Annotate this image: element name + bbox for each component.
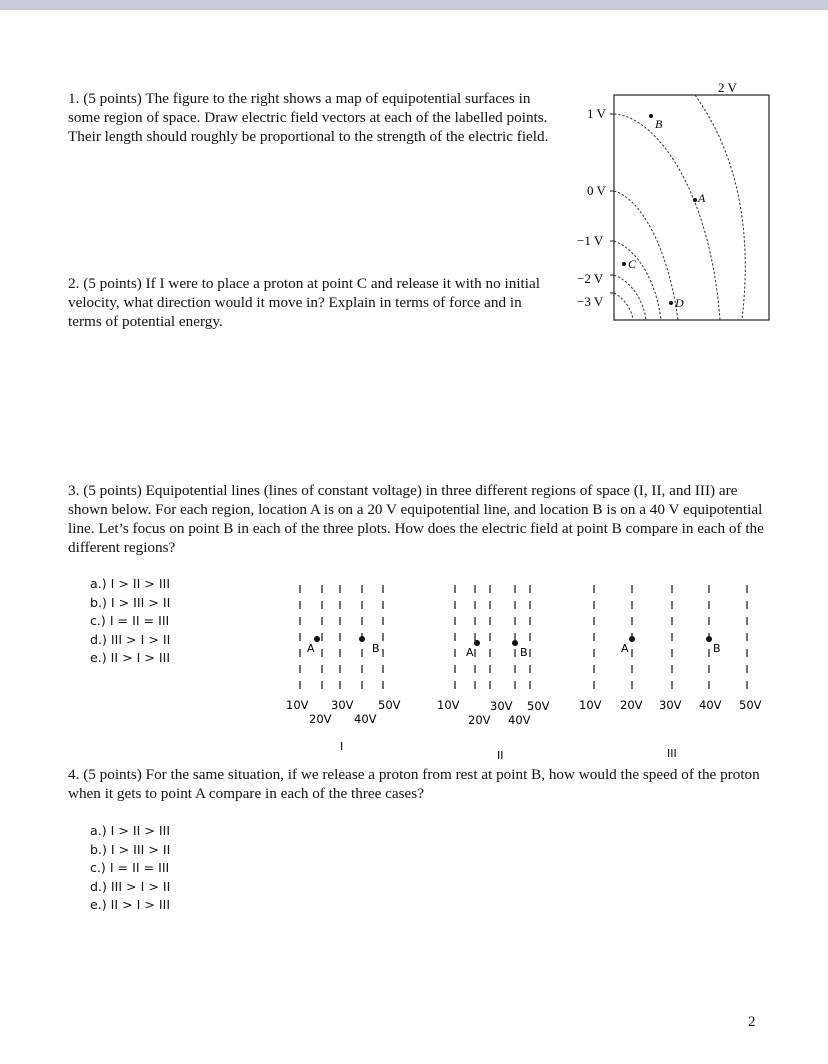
voltage-label-2v: 2 V [718,80,737,95]
r1-label-50v: 50V [378,698,401,712]
q3-option-e[interactable]: e.) II > I > III [90,650,171,666]
equipotential-1v [614,114,720,320]
r1-label-20v: 20V [309,712,332,726]
point-a-dot [693,198,697,202]
point-c-label: C [628,257,637,271]
voltage-label-0v: 0 V [587,183,606,198]
equipotential-0v [614,191,678,320]
equipotential-lines [300,585,747,693]
r3-label-20v: 20V [620,698,643,712]
region2-a-label: A [466,646,474,659]
r2-label-10v: 10V [437,698,460,712]
point-b-label: B [655,117,663,131]
equipotential-map-figure [560,78,780,328]
r3-label-50v: 50V [739,698,762,712]
q3-option-b[interactable]: b.) I > III > II [90,594,171,610]
question-3: 3. (5 points) Equipotential lines (lines of constant voltage) in three different regions of space (I, II, and III) are shown below. For each region, location A is on a 20 V equipotential line, and location B is on a 40 V equipotential line. Let’s focus on point B in each of the three plots. How does the electric field at point B compare in each of the different regions? [68,482,764,556]
region2-b-label: B [520,646,528,659]
region3-point-a [629,636,635,642]
r3-label-10v: 10V [579,698,602,712]
question-2: 2. (5 points) If I were to place a proton at point C and release it with no initial velocity, what direction would it move in? Explain in terms of force and in terms of potential energy. [68,275,540,330]
q4-option-e[interactable]: e.) II > I > III [90,897,171,913]
r3-label-40v: 40V [699,698,722,712]
region3-point-b [706,636,712,642]
figure-frame [614,95,769,320]
r3-label-30v: 30V [659,698,682,712]
q4-options [90,822,170,915]
region2-point-b [512,640,518,646]
page-number: 2 [748,1014,756,1030]
equipotential-regions-figure [0,575,828,765]
r1-label-30v: 30V [331,698,354,712]
voltage-label-1v: 1 V [587,106,606,121]
equipotential-m3v [614,293,633,320]
region1-a-label: A [307,642,315,655]
point-c-dot [622,262,626,266]
q4-option-a[interactable]: a.) I > II > III [90,823,171,838]
region3-b-label: B [713,642,721,655]
question-4: 4. (5 points) For the same situation, if we release a proton from rest at point B, how would the speed of the proton when it gets to point A compare in each of the three cases? [68,766,760,802]
voltage-label-m3v: −3 V [577,294,604,309]
q4-option-c[interactable]: c.) I = II = III [90,860,170,876]
q4-option-b[interactable]: b.) I > III > II [90,841,171,857]
equipotential-m1v [614,241,661,320]
q3-option-c[interactable]: c.) I = II = III [90,613,170,629]
region-label-iii: III [667,747,677,760]
equipotential-m2v [614,275,646,320]
equipotential-2v [695,95,745,320]
top-bar [0,0,828,10]
r2-label-20v: 20V [468,713,491,727]
region3-a-label: A [621,642,629,655]
q4-option-d[interactable]: d.) III > I > II [90,878,171,894]
region-label-i: I [340,740,344,753]
point-b-dot [649,114,653,118]
point-a-label: A [698,191,706,205]
region2-point-a [474,640,480,646]
region-label-ii: II [497,749,504,762]
region1-b-label: B [372,642,380,655]
region1-point-b [359,636,365,642]
point-d-label: D [675,296,684,310]
point-d-dot [669,301,673,305]
voltage-label-m1v: −1 V [577,233,604,248]
voltage-label-m2v: −2 V [577,271,604,286]
r2-label-50v: 50V [527,699,550,713]
r2-label-30v: 30V [490,699,513,713]
question-1: 1. (5 points) The figure to the right shows a map of equipotential surfaces in some region of space. Draw electric field vectors at each of the labelled points. Their length should roughly be proportional to the strength of the electric field. [68,90,549,145]
region1-point-a [314,636,320,642]
r1-label-40v: 40V [354,712,377,726]
r2-label-40v: 40V [508,713,531,727]
r1-label-10v: 10V [286,698,309,712]
q3-option-a[interactable]: a.) I > II > III [90,576,171,591]
q3-option-d[interactable]: d.) III > I > II [90,631,171,647]
